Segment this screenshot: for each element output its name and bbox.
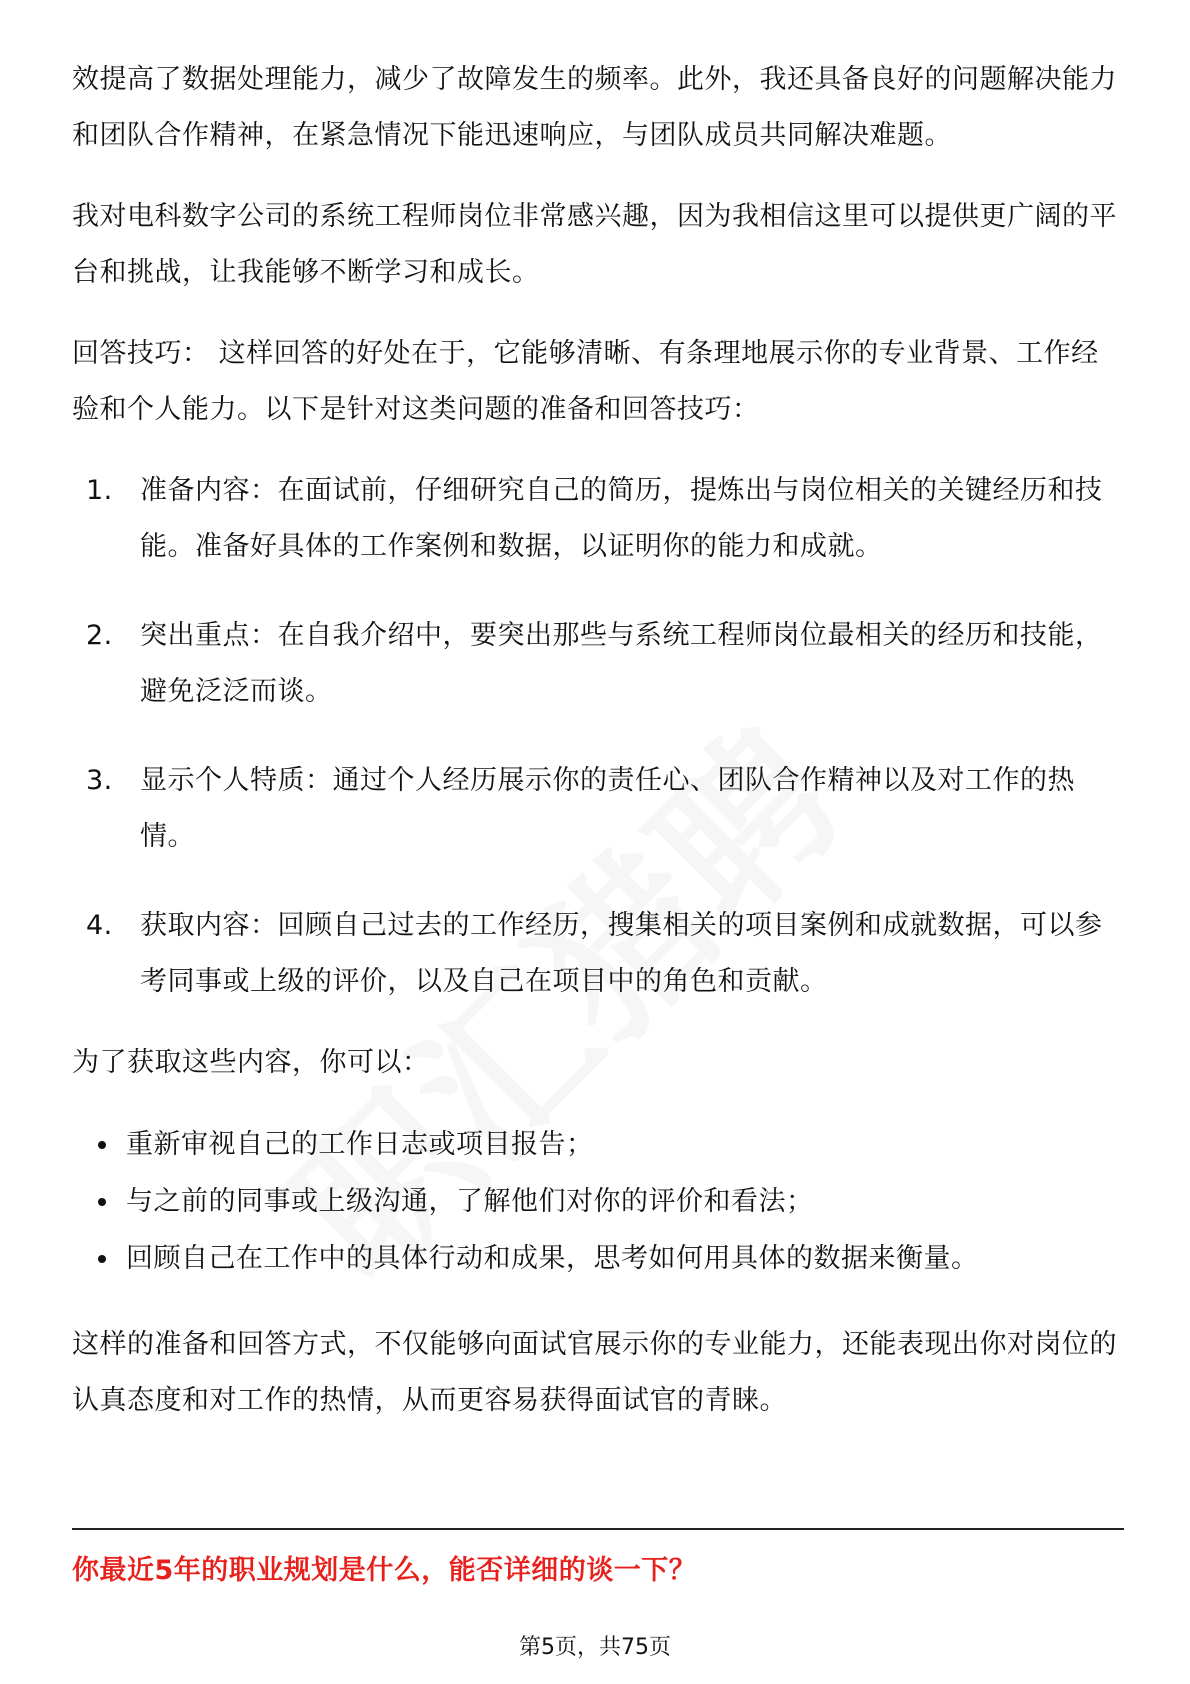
bullet-icon — [98, 1255, 106, 1263]
bullet-icon — [98, 1198, 106, 1206]
document-body — [72, 52, 1122, 1454]
page-footer: 第5页，共75页 — [519, 1635, 671, 1660]
next-question-heading: 你最近5年的职业规划是什么，能否详细的谈一下？ — [72, 1555, 697, 1586]
list-item: 回顾自己在工作中的具体行动和成果，思考如何用具体的数据来衡量。 — [72, 1230, 1122, 1287]
tips-list — [72, 463, 1122, 1010]
bullet-list — [72, 1116, 1122, 1287]
paragraph-2: 我对电科数字公司的系统工程师岗位非常感兴趣，因为我相信这里可以提供更广阔的平台和挑战，让我能够不断学习和成长。 — [72, 201, 1117, 288]
paragraph-1: 效提高了数据处理能力，减少了故障发生的频率。此外，我还具备良好的问题解决能力和团队合作精神，在紧急情况下能迅速响应，与团队成员共同解决难题。 — [72, 64, 1117, 151]
divider — [72, 1528, 1124, 1530]
list-item: 与之前的同事或上级沟通，了解他们对你的评价和看法； — [72, 1173, 1122, 1230]
list-item: 2. 突出重点：在自我介绍中，要突出那些与系统工程师岗位最相关的经历和技能，避免泛泛而谈。 — [86, 620, 1103, 707]
bullet-icon — [98, 1141, 106, 1149]
bullets-intro: 为了获取这些内容，你可以： — [72, 1047, 430, 1078]
list-item: 4. 获取内容：回顾自己过去的工作经历，搜集相关的项目案例和成就数据，可以参考同事或上级的评价，以及自己在项目中的角色和贡献。 — [86, 910, 1103, 997]
paragraph-tips: 回答技巧： 这样回答的好处在于，它能够清晰、有条理地展示你的专业背景、工作经验和个人能力。以下是针对这类问题的准备和回答技巧： — [72, 338, 1099, 425]
list-item: 3. 显示个人特质：通过个人经历展示你的责任心、团队合作精神以及对工作的热情。 — [86, 765, 1075, 852]
list-item: 1. 准备内容：在面试前，仔细研究自己的简历，提炼出与岗位相关的关键经历和技能。准备好具体的工作案例和数据，以证明你的能力和成就。 — [86, 475, 1103, 562]
list-item: 重新审视自己的工作日志或项目报告； — [72, 1116, 1122, 1173]
closing-paragraph: 这样的准备和回答方式，不仅能够向面试官展示你的专业能力，还能表现出你对岗位的认真态度和对工作的热情，从而更容易获得面试官的青睐。 — [72, 1329, 1117, 1416]
